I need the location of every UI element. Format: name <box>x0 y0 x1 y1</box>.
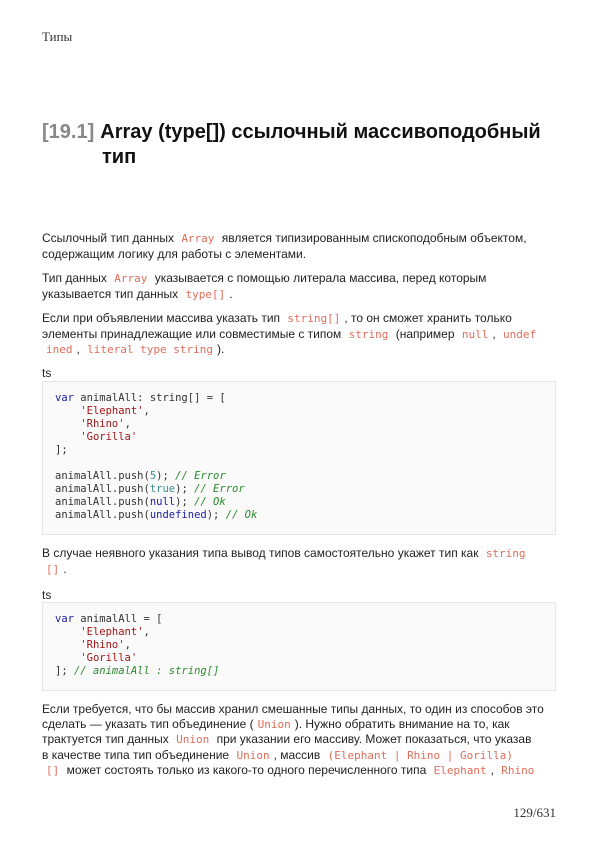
code-comment: // Error <box>175 470 226 482</box>
text-segment: (например <box>392 326 458 341</box>
text-line <box>42 546 562 562</box>
code-text: animalAll.push( <box>55 496 150 508</box>
code-line <box>55 652 543 665</box>
text-line <box>42 231 562 247</box>
code-string: 'Gorilla' <box>80 652 138 664</box>
text-segment: элементы принадлежащие или совместимые с типом <box>42 326 345 341</box>
code-string: 'Gorilla' <box>80 431 138 443</box>
inline-code: type[] <box>185 287 226 301</box>
code-line <box>55 665 543 678</box>
text-segment: , <box>490 763 498 777</box>
code-line <box>55 431 543 444</box>
code-text: animalAll: string[] = [ <box>73 392 226 404</box>
code-keyword: var <box>55 392 74 404</box>
text-segment: , <box>492 326 499 341</box>
text-segment: . <box>229 286 233 301</box>
code-text <box>55 405 80 417</box>
text-line <box>42 287 562 303</box>
text-segment: Если требуется, что бы массив хранил смешанные типы данных, то один из способов это <box>42 702 544 716</box>
inline-code: Rhino <box>501 764 535 777</box>
inline-code: null <box>461 327 489 341</box>
text-segment: , <box>76 342 84 356</box>
code-text: , <box>143 626 150 638</box>
inline-code: (Elephant | Rhino | Gorilla) <box>327 748 514 762</box>
section-title <box>42 120 562 170</box>
code-text: ); <box>175 483 195 495</box>
code-text: ); <box>156 470 176 482</box>
code-text <box>55 418 80 430</box>
text-segment: указывается с помощью литерала массива, перед которым <box>151 271 487 285</box>
text-line <box>42 763 562 779</box>
text-segment: , то он сможет хранить только <box>344 311 512 325</box>
code-line <box>55 509 543 522</box>
text-line <box>42 271 562 287</box>
code-keyword: var <box>55 613 74 625</box>
inline-code: [] <box>46 562 60 576</box>
inline-code: string[] <box>287 312 341 325</box>
text-segment: сделать — указать тип объединение ( <box>42 716 254 731</box>
code-text <box>55 431 80 443</box>
code-text <box>55 652 80 664</box>
code-line <box>55 626 543 639</box>
text-line <box>42 748 562 764</box>
code-line <box>55 496 543 509</box>
inline-code: Union <box>257 717 291 731</box>
text-segment: при указании его массиву. Может показаться, что указав <box>213 732 532 746</box>
code-block <box>42 381 556 535</box>
code-comment: // Ok <box>194 496 226 508</box>
code-line <box>55 444 543 457</box>
code-block <box>42 602 556 691</box>
inline-code: ined <box>46 343 73 356</box>
paragraph <box>42 311 562 358</box>
code-text: , <box>124 418 131 430</box>
code-text: animalAll.push( <box>55 483 150 495</box>
text-segment: В случае неявного указания типа вывод типов самостоятельно укажет тип как <box>42 546 482 560</box>
text-segment: , массив <box>273 747 324 762</box>
code-text: ); <box>206 509 226 521</box>
text-line <box>42 732 562 748</box>
code-literal: true <box>149 483 176 495</box>
text-segment: Если при объявлении массива указать тип <box>42 311 284 325</box>
code-text: ]; <box>55 444 68 456</box>
code-text: , <box>143 405 150 417</box>
code-keyword: undefined <box>149 509 207 521</box>
text-line <box>42 327 562 343</box>
paragraph <box>42 702 562 779</box>
text-segment: указывается тип данных <box>42 286 182 301</box>
text-segment: трактуется тип данных <box>42 732 173 746</box>
section-title-line1: Array (type[]) ссылочный массивоподобный <box>100 121 541 143</box>
section-title-line2: тип <box>102 146 137 168</box>
inline-code: string <box>348 327 389 341</box>
code-keyword: null <box>149 496 176 508</box>
text-segment: может состоять только из какого-то одного перечисленного типа <box>63 763 430 777</box>
code-line <box>55 639 543 652</box>
code-line <box>55 392 543 405</box>
page-number: 129/631 <box>513 805 556 820</box>
text-line <box>42 702 562 717</box>
code-line <box>55 470 543 483</box>
text-line <box>42 562 562 578</box>
code-string: 'Rhino' <box>80 418 125 430</box>
code-text <box>55 626 80 638</box>
code-line <box>55 418 543 431</box>
inline-code: string <box>485 547 526 560</box>
inline-code: Array <box>181 232 215 245</box>
code-text: ); <box>175 496 195 508</box>
code-comment: // animalAll : string[] <box>73 665 220 677</box>
code-text: animalAll.push( <box>55 470 150 482</box>
code-language-label: ts <box>42 366 52 380</box>
text-line <box>42 342 562 358</box>
code-line <box>55 457 543 470</box>
text-segment: . <box>63 561 67 576</box>
paragraph <box>42 546 562 577</box>
text-segment: ). Нужно обратить внимание на то, как <box>294 716 510 731</box>
paragraph <box>42 231 562 261</box>
inline-code: Elephant <box>433 764 487 777</box>
inline-code: Array <box>114 272 148 285</box>
code-comment: // Error <box>194 483 245 495</box>
code-text <box>55 639 80 651</box>
inline-code: Union <box>236 748 270 762</box>
code-text: ]; <box>55 665 74 677</box>
running-header: Типы <box>42 29 73 44</box>
text-segment: Тип данных <box>42 271 111 285</box>
text-line <box>42 717 562 733</box>
code-text: , <box>124 639 131 651</box>
code-text: animalAll.push( <box>55 509 150 521</box>
code-string: 'Elephant' <box>80 626 144 638</box>
code-language-label: ts <box>42 588 52 602</box>
inline-code: [] <box>46 764 60 777</box>
code-string: 'Elephant' <box>80 405 144 417</box>
inline-code: undef <box>503 327 537 341</box>
section-number: [19.1] <box>42 121 95 143</box>
inline-code: literal type string <box>87 343 214 356</box>
text-line <box>42 311 562 327</box>
text-segment: является типизированным спископодобным объектом, <box>218 231 527 245</box>
code-line <box>55 483 543 496</box>
code-line <box>55 613 543 626</box>
code-comment: // Ok <box>225 509 258 521</box>
code-text: animalAll = [ <box>73 613 163 625</box>
text-segment: ). <box>217 342 225 356</box>
code-string: 'Rhino' <box>80 639 125 651</box>
inline-code: Union <box>176 733 210 746</box>
text-segment: в качестве типа тип объединение <box>42 747 233 762</box>
text-segment: Ссылочный тип данных <box>42 231 178 245</box>
paragraph <box>42 271 562 302</box>
code-line <box>55 405 543 418</box>
text-segment: содержащим логику для работы с элементами. <box>42 246 307 261</box>
text-line <box>42 247 562 262</box>
code-literal: 5 <box>149 470 157 482</box>
